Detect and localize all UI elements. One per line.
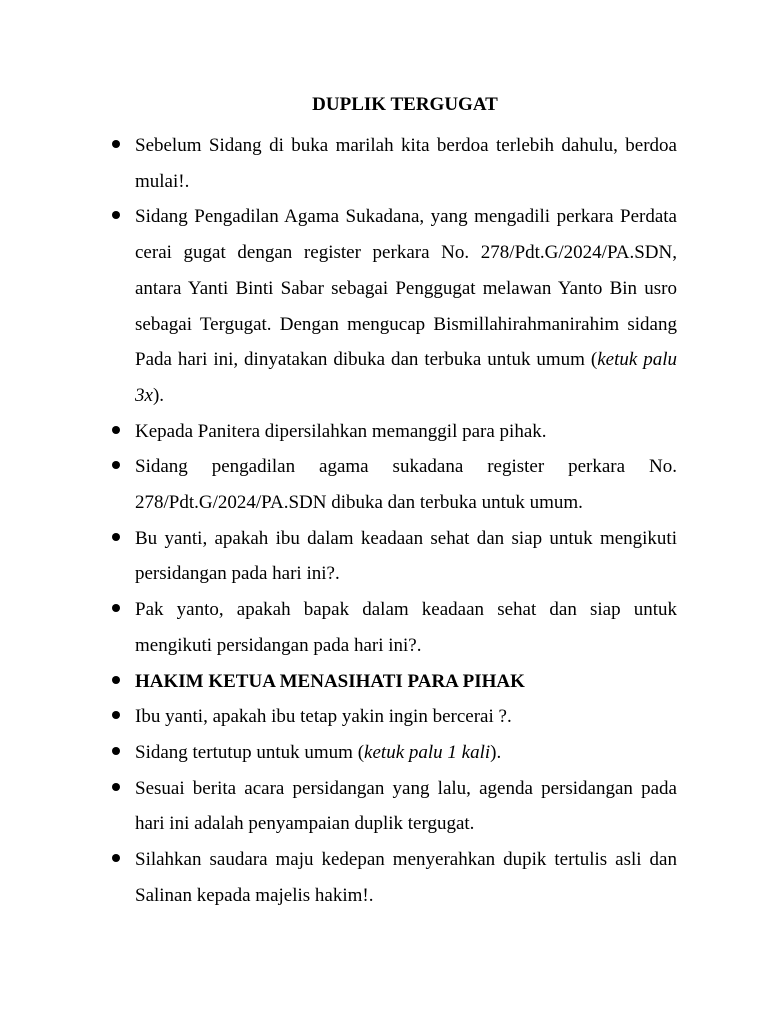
item-italic-note: ketuk palu 3x <box>135 349 677 406</box>
bullet-icon <box>112 211 120 219</box>
bullet-icon <box>112 854 120 862</box>
item-text: Sebelum Sidang di buka marilah kita berdoa terlebih dahulu, berdoa mulai!. <box>135 135 677 192</box>
item-text: Bu yanti, apakah ibu dalam keadaan sehat dan siap untuk mengikuti persidangan pada hari ini?. <box>135 527 677 585</box>
item-text: Kepada Panitera dipersilahkan memanggil para pihak. <box>135 420 547 442</box>
bullet-icon <box>112 461 120 469</box>
item-text-end: ). <box>490 741 502 763</box>
list-item-submit-duplik <box>0 842 677 913</box>
list-item-call-parties <box>0 414 677 450</box>
bullet-icon <box>112 140 120 148</box>
bullet-icon <box>112 711 120 719</box>
bullet-icon <box>112 676 120 684</box>
list-item-judge-advice-heading <box>0 664 677 700</box>
bullet-list <box>0 128 768 913</box>
item-text: Silahkan saudara maju kedepan menyerahkan dupik tertulis asli dan Salinan kepada majelis hakim!. <box>135 849 677 906</box>
bullet-icon <box>112 533 120 541</box>
item-text: HAKIM KETUA MENASIHATI PARA PIHAK <box>135 670 525 692</box>
item-text: Sidang tertutup untuk umum ( <box>135 741 365 763</box>
list-item-opening-prayer <box>0 128 677 199</box>
bullet-icon <box>112 747 120 755</box>
bullet-icon <box>112 783 120 791</box>
item-text-end: ). <box>152 384 165 406</box>
list-item-session-register <box>0 449 677 520</box>
item-italic-note: ketuk palu 1 kali <box>364 741 491 763</box>
bullet-icon <box>112 604 120 612</box>
list-item-ask-divorce <box>0 699 677 735</box>
list-item-ask-defendant <box>0 592 677 663</box>
list-item-ask-plaintiff <box>0 521 677 592</box>
bullet-icon <box>112 426 120 434</box>
item-text: Sidang Pengadilan Agama Sukadana, yang mengadili perkara Perdata cerai gugat dengan register perkara No. 278/Pdt.G/2024/PA.SDN, antara Yanti Binti Sabar sebagai Penggugat melawan Yanto Bin usro sebagai Tergugat. Dengan mengucap Bismillahirahmanirahim sidang Pada hari ini, dinyatakan dibuka dan terbuka untuk umum ( <box>135 206 677 371</box>
document-title: DUPLIK TERGUGAT <box>312 94 498 115</box>
item-text: Sesuai berita acara persidangan yang lalu, agenda persidangan pada hari ini adalah penyampaian duplik tergugat. <box>135 777 677 835</box>
list-item-agenda <box>0 771 677 842</box>
list-item-session-closed <box>0 735 677 771</box>
item-text: Sidang pengadilan agama sukadana register perkara No. 278/Pdt.G/2024/PA.SDN dibuka dan terbuka untuk umum. <box>135 456 677 514</box>
item-text: Ibu yanti, apakah ibu tetap yakin ingin bercerai ?. <box>135 706 512 728</box>
item-text: Pak yanto, apakah bapak dalam keadaan sehat dan siap untuk mengikuti persidangan pada hari ini?. <box>135 599 677 656</box>
list-item-session-opening <box>0 199 677 413</box>
